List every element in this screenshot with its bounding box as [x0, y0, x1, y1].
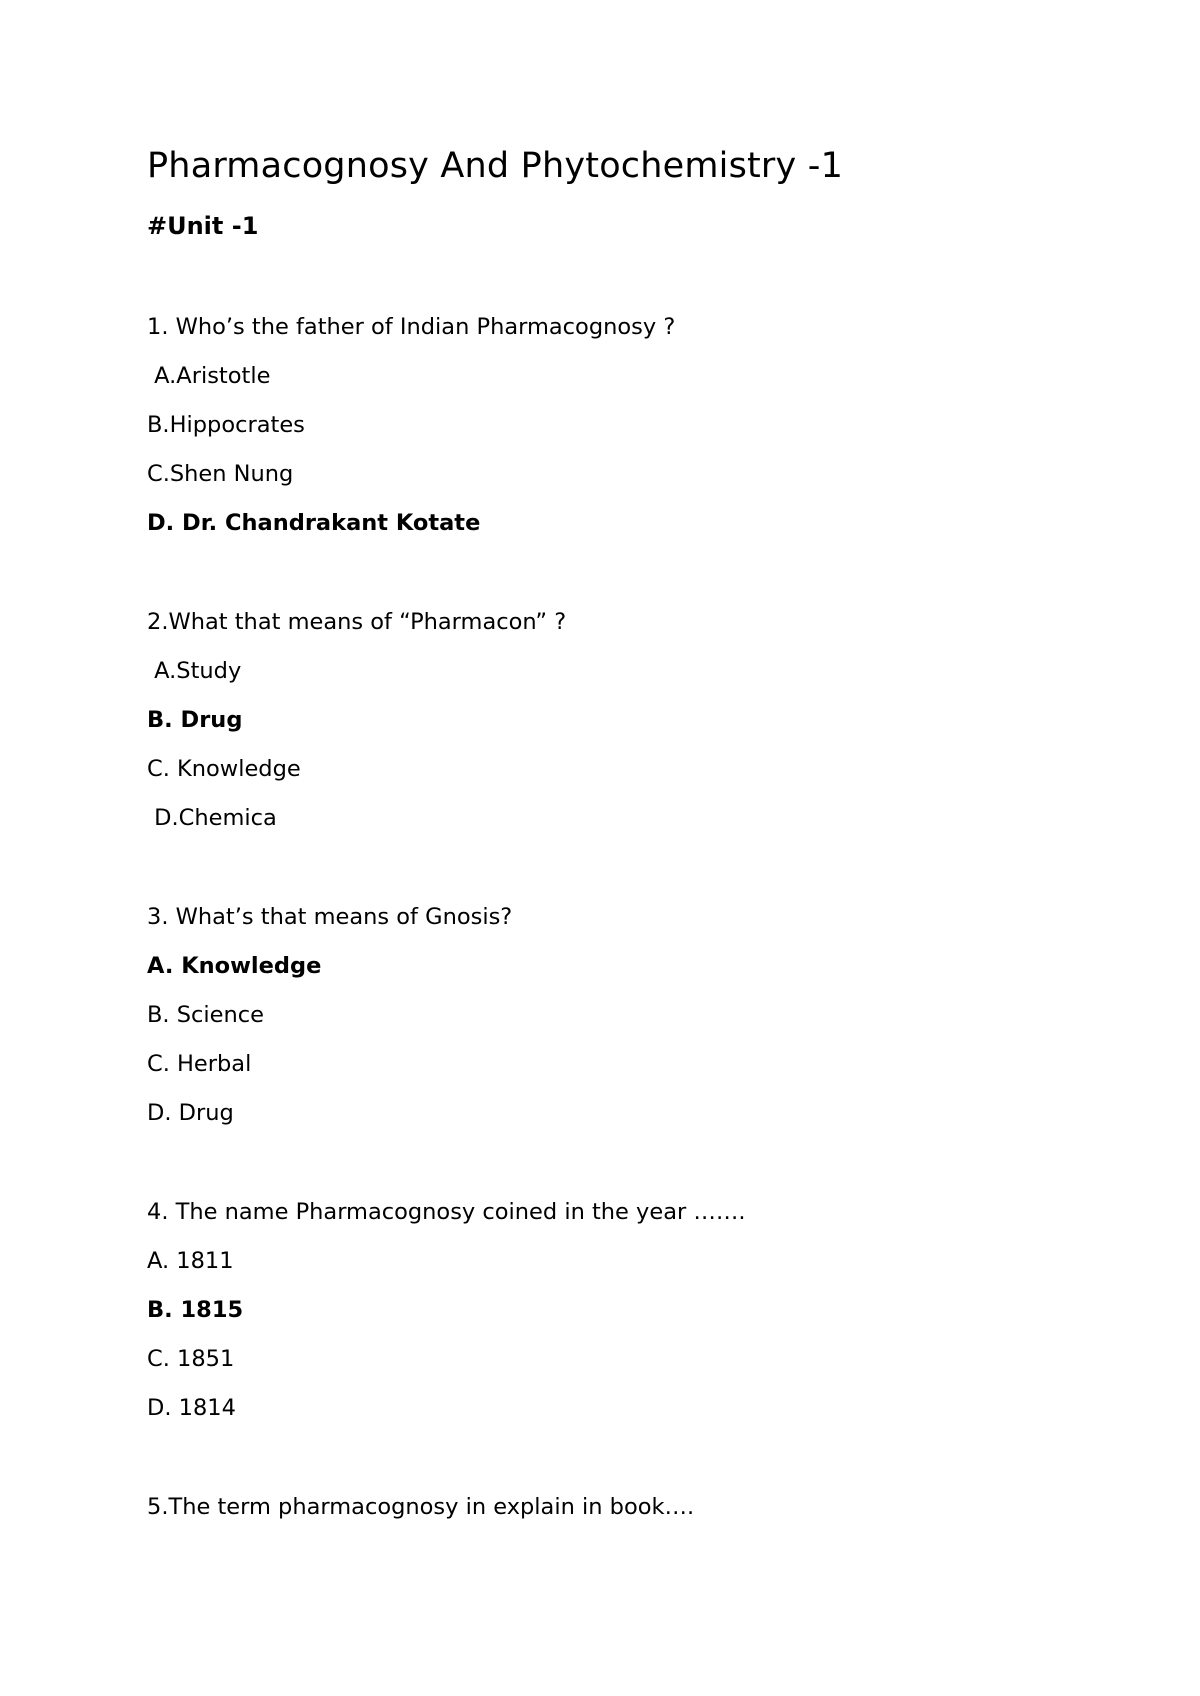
- question-1-option-b: B.Hippocrates: [147, 412, 305, 438]
- question-3: 3. What’s that means of Gnosis?: [147, 904, 513, 930]
- question-3-option-a-answer: A. Knowledge: [147, 953, 322, 979]
- question-2-option-b-answer: B. Drug: [147, 707, 243, 733]
- question-2-option-d: D.Chemica: [147, 805, 277, 831]
- question-1: 1. Who’s the father of Indian Pharmacognosy ?: [147, 314, 676, 340]
- document-title: Pharmacognosy And Phytochemistry -1: [147, 146, 844, 186]
- unit-heading: #Unit -1: [147, 212, 259, 240]
- question-2-option-c: C. Knowledge: [147, 756, 301, 782]
- question-2: 2.What that means of “Pharmacon” ?: [147, 609, 567, 635]
- question-1-option-c: C.Shen Nung: [147, 461, 294, 487]
- question-3-option-c: C. Herbal: [147, 1051, 252, 1077]
- question-4-option-a: A. 1811: [147, 1248, 234, 1274]
- question-1-option-d-answer: D. Dr. Chandrakant Kotate: [147, 510, 481, 536]
- question-2-option-a: A.Study: [147, 658, 242, 684]
- question-4-option-d: D. 1814: [147, 1395, 236, 1421]
- question-5: 5.The term pharmacognosy in explain in book….: [147, 1494, 695, 1520]
- question-3-option-d: D. Drug: [147, 1100, 234, 1126]
- question-1-option-a: A.Aristotle: [147, 363, 271, 389]
- question-3-option-b: B. Science: [147, 1002, 264, 1028]
- question-4: 4. The name Pharmacognosy coined in the year …….: [147, 1199, 746, 1225]
- question-4-option-b-answer: B. 1815: [147, 1297, 244, 1323]
- question-4-option-c: C. 1851: [147, 1346, 235, 1372]
